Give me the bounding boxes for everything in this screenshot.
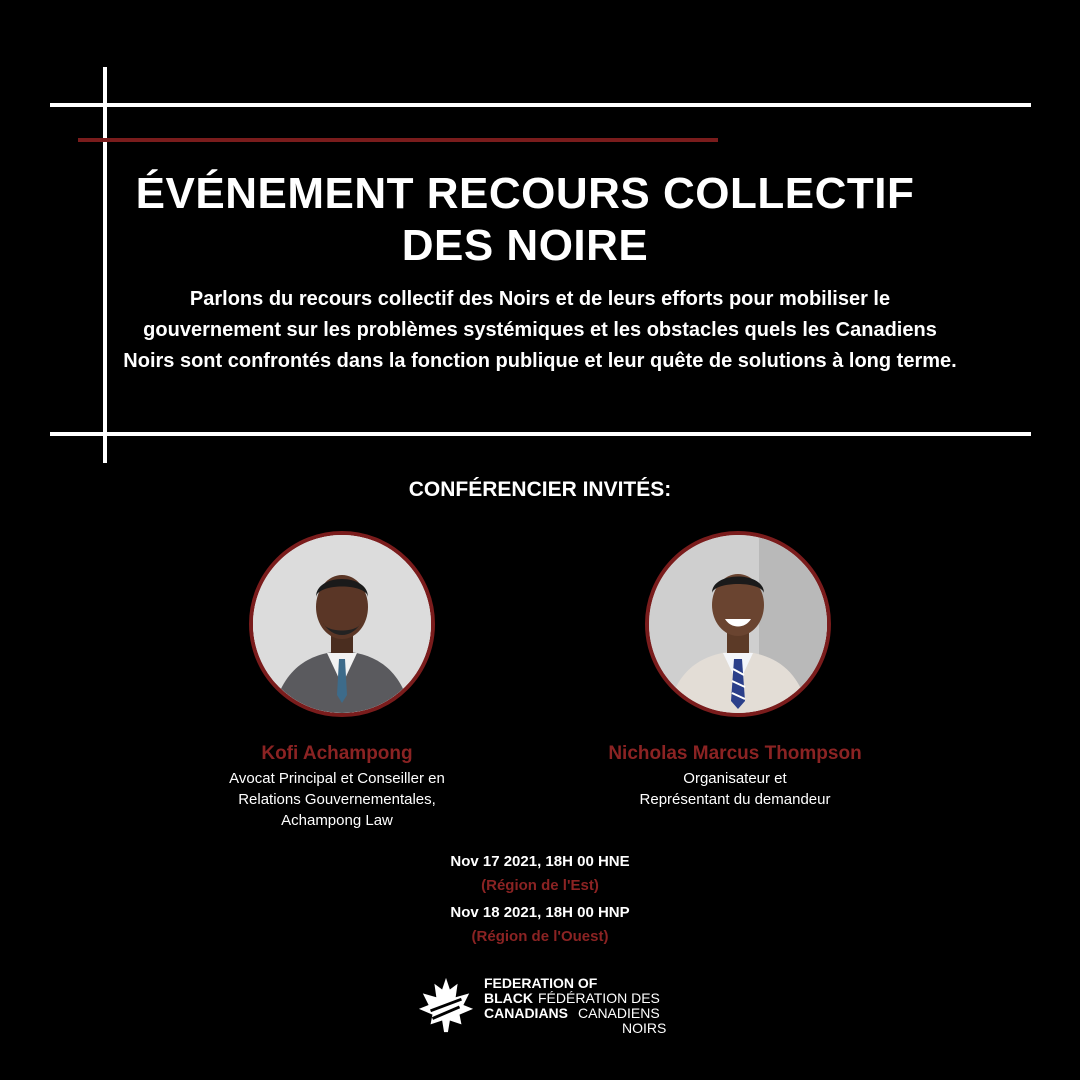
event-title [0,168,1080,272]
logo-en-line-2: BLACK [484,990,533,1006]
speaker-1-name: Kofi Achampong [261,743,413,764]
accent-red-line [78,138,718,142]
speaker-2-portrait-icon [649,535,827,713]
speaker-2-role-line-2: Représentant du demandeur [639,791,831,808]
speakers-heading: CONFÉRENCIER INVITÉS: [408,478,672,501]
speaker-1-role-line-2: Relations Gouvernementales, [238,791,436,808]
event-date-west: Nov 18 2021, 18H 00 HNP [450,904,630,921]
speaker-1-role-line-1: Avocat Principal et Conseiller en [229,770,445,787]
speaker-1-portrait-icon [253,535,431,713]
speaker-2-name: Nicholas Marcus Thompson [608,743,862,764]
speaker-2-role-line-1: Organisateur et [683,770,787,787]
logo-en-line-3: CANADIANS [484,1005,568,1021]
logo-en-line-1: FEDERATION OF [484,975,598,991]
speaker-2-photo [645,531,831,717]
frame-bottom-line [50,432,1031,436]
logo-fr-line-3: NOIRS [622,1020,667,1036]
event-region-west: (Région de l'Ouest) [471,928,609,945]
speaker-1-role-line-3: Achampong Law [281,812,393,829]
event-date-east: Nov 17 2021, 18H 00 HNE [450,853,630,870]
logo-fr-line-2: CANADIENS [578,1005,660,1021]
event-title-line-2: DES NOIRE [401,221,649,270]
event-description: Parlons du recours collectif des Noirs et de leurs efforts pour mobiliser le gouvernement sur les problèmes systémiques et les obstacles quels les Canadiens Noirs sont confrontés dans la fonction publique et leur quête de solutions à long terme. [123,288,957,372]
federation-logo [416,974,676,1038]
speaker-1-photo [249,531,435,717]
event-title-line-1: ÉVÉNEMENT RECOURS COLLECTIF [135,169,915,218]
event-region-east: (Région de l'Est) [481,877,599,894]
maple-leaf-icon [416,976,476,1034]
logo-fr-line-1: FÉDÉRATION DES [538,990,660,1006]
speaker-1-role [187,768,487,831]
frame-top-line [50,103,1031,107]
speaker-2-role [570,768,900,810]
